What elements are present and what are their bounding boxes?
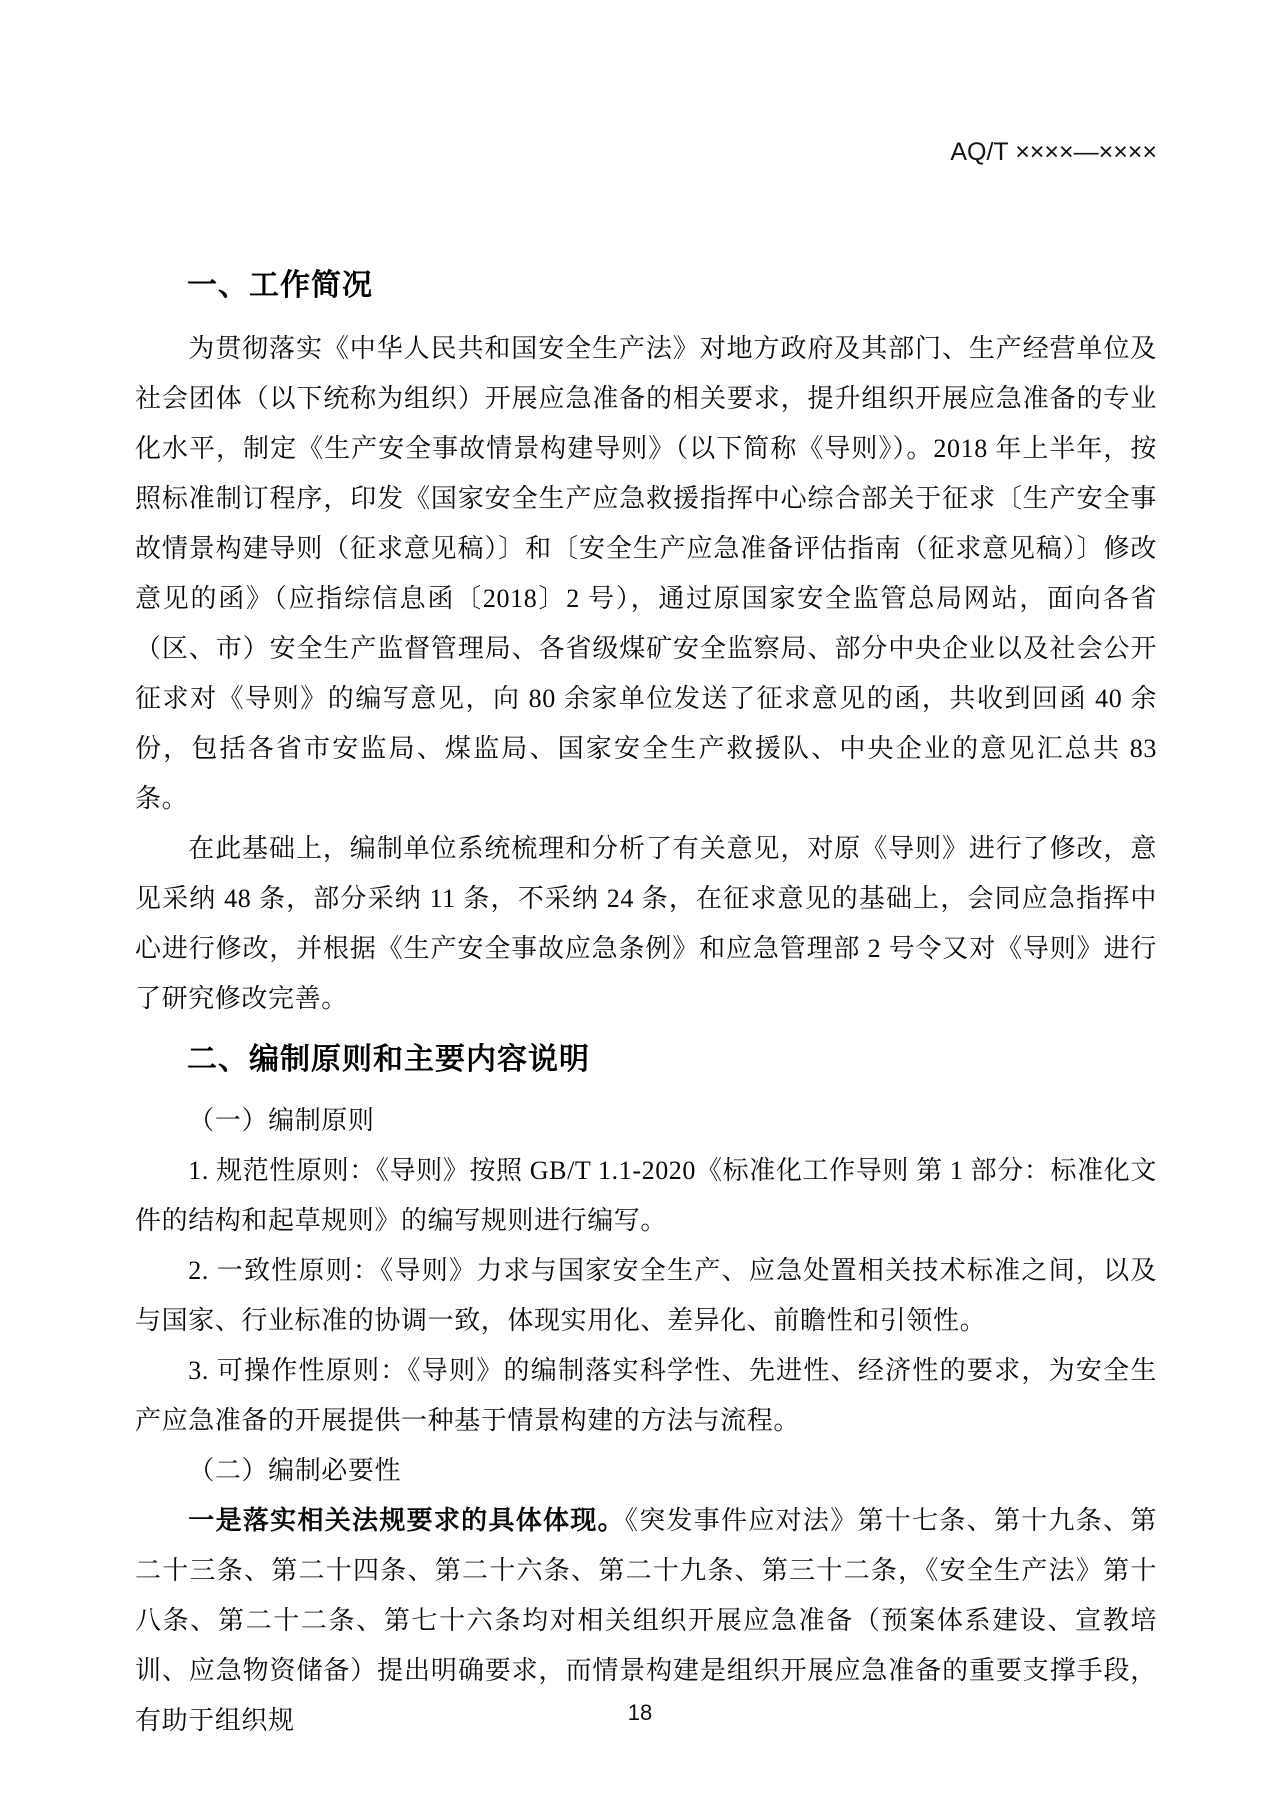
paragraph-principle-consistency: 2. 一致性原则：《导则》力求与国家安全生产、应急处置相关技术标准之间，以及与国家、行业标准的协调一致，体现实用化、差异化、前瞻性和引领性。 [135, 1256, 1157, 1335]
paragraph-work-summary-2: 在此基础上，编制单位系统梳理和分析了有关意见，对原《导则》进行了修改，意见采纳 48 条，部分采纳 11 条，不采纳 24 条，在征求意见的基础上，会同应急指挥中心进行修改，并根据《生产安全事故应急条例》和应急管理部 2 号令又对《导则》进行了研究修改完善。 [135, 834, 1157, 1013]
subsection-heading-compilation-necessity: （二）编制必要性 [188, 1456, 402, 1485]
section-heading-work-summary: 一、工作简况 [187, 269, 373, 302]
section-heading-principles-and-content: 二、编制原则和主要内容说明 [187, 1043, 590, 1076]
document-header-standard-number: AQ/T ××××—×××× [950, 138, 1157, 166]
paragraph-necessity-lead-text: 一是落实相关法规要求的具体体现。 [188, 1506, 625, 1535]
paragraph-principle-normative: 1. 规范性原则：《导则》按照 GB/T 1.1-2020《标准化工作导则 第 1 部分：标准化文件的结构和起草规则》的编写规则进行编写。 [135, 1156, 1157, 1235]
page-number: 18 [627, 1700, 653, 1725]
subsection-heading-compilation-principles: （一）编制原则 [188, 1106, 375, 1135]
paragraph-work-summary-1: 为贯彻落实《中华人民共和国安全生产法》对地方政府及其部门、生产经营单位及社会团体（以下统称为组织）开展应急准备的相关要求，提升组织开展应急准备的专业化水平，制定《生产安全事故情景构建导则》（以下简称《导则》）。2018 年上半年，按照标准制订程序，印发《国家安全生产应急救援指挥中心综合部关于征求〔生产安全事故情景构建导则（征求意见稿）〕和〔安全生产应急准备评估指南（征求意见稿）〕修改意见的函》（应指综信息函〔2018〕2 号），通过原国家安全监管总局网站，面向各省（区、市）安全生产监督管理局、各省级煤矿安全监察局、部分中央企业以及社会公开征求对《导则》的编写意见，向 80 余家单位发送了征求意见的函，共收到回函 40 余份，包括各省市安监局、煤监局、国家安全生产救援队、中央企业的意见汇总共 83 条。 [135, 334, 1157, 813]
paragraph-principle-operability: 3. 可操作性原则：《导则》的编制落实科学性、先进性、经济性的要求，为安全生产应急准备的开展提供一种基于情景构建的方法与流程。 [135, 1356, 1157, 1435]
paragraph-necessity-rest-text: 《突发事件应对法》第十七条、第十九条、第二十三条、第二十四条、第二十六条、第二十九条、第三十二条，《安全生产法》第十八条、第二十二条、第七十六条均对相关组织开展应急准备（预案体系建设、宣教培训、应急物资储备）提出明确要求，而情景构建是组织开展应急准备的重要支撑手段，有助于组织规 [135, 1506, 1157, 1735]
